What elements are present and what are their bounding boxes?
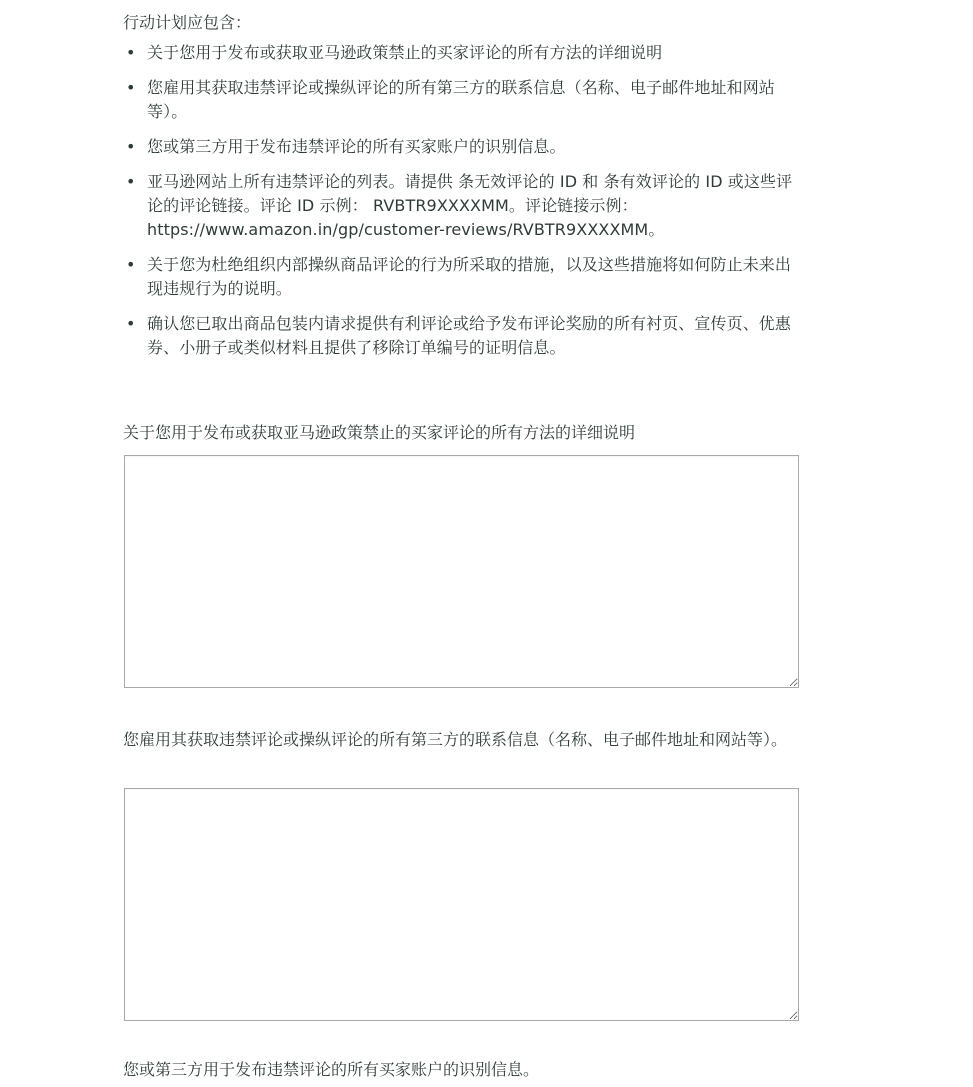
requirements-list bbox=[123, 41, 803, 371]
methods-textarea[interactable] bbox=[124, 455, 799, 688]
buyer-accounts-field-label: 您或第三方用于发布违禁评论的所有买家账户的识别信息。 bbox=[123, 1060, 540, 1079]
bullet-icon: • bbox=[126, 255, 136, 274]
bullet-icon: • bbox=[126, 43, 136, 62]
methods-field-label: 关于您用于发布或获取亚马逊政策禁止的买家评论的所有方法的详细说明 bbox=[123, 423, 636, 442]
list-item-text: 确认您已取出商品包装内请求提供有利评论或给予发布评论奖励的所有衬页、宣传页、优惠券、小册子或类似材料且提供了移除订单编号的证明信息。 bbox=[147, 314, 792, 357]
list-item-text: 亚马逊网站上所有违禁评论的列表。请提供 条无效评论的 ID 和 条有效评论的 ID 或这些评论的评论链接。评论 ID 示例： RVBTR9XXXXMM。评论链接示例：https://www.amazon.in/gp/customer-reviews/RVBTR9XXXXMM。 bbox=[147, 172, 793, 239]
list-item bbox=[123, 253, 803, 301]
list-item bbox=[123, 41, 803, 65]
intro-heading: 行动计划应包含： bbox=[123, 13, 252, 32]
bullet-icon: • bbox=[126, 314, 136, 333]
third-party-field-label: 您雇用其获取违禁评论或操纵评论的所有第三方的联系信息（名称、电子邮件地址和网站等）。 bbox=[123, 730, 788, 749]
list-item-text: 您雇用其获取违禁评论或操纵评论的所有第三方的联系信息（名称、电子邮件地址和网站等）。 bbox=[147, 78, 775, 121]
bullet-icon: • bbox=[126, 137, 136, 156]
list-item-text: 关于您为杜绝组织内部操纵商品评论的行为所采取的措施，以及这些措施将如何防止未来出现违规行为的说明。 bbox=[147, 255, 792, 298]
list-item-text: 关于您用于发布或获取亚马逊政策禁止的买家评论的所有方法的详细说明 bbox=[147, 43, 663, 62]
bullet-icon: • bbox=[126, 78, 136, 97]
third-party-textarea[interactable] bbox=[124, 788, 799, 1021]
bullet-icon: • bbox=[126, 172, 136, 191]
list-item-text: 您或第三方用于发布违禁评论的所有买家账户的识别信息。 bbox=[147, 137, 566, 156]
list-item bbox=[123, 76, 803, 124]
list-item bbox=[123, 170, 803, 242]
list-item bbox=[123, 135, 803, 159]
list-item bbox=[123, 312, 803, 360]
